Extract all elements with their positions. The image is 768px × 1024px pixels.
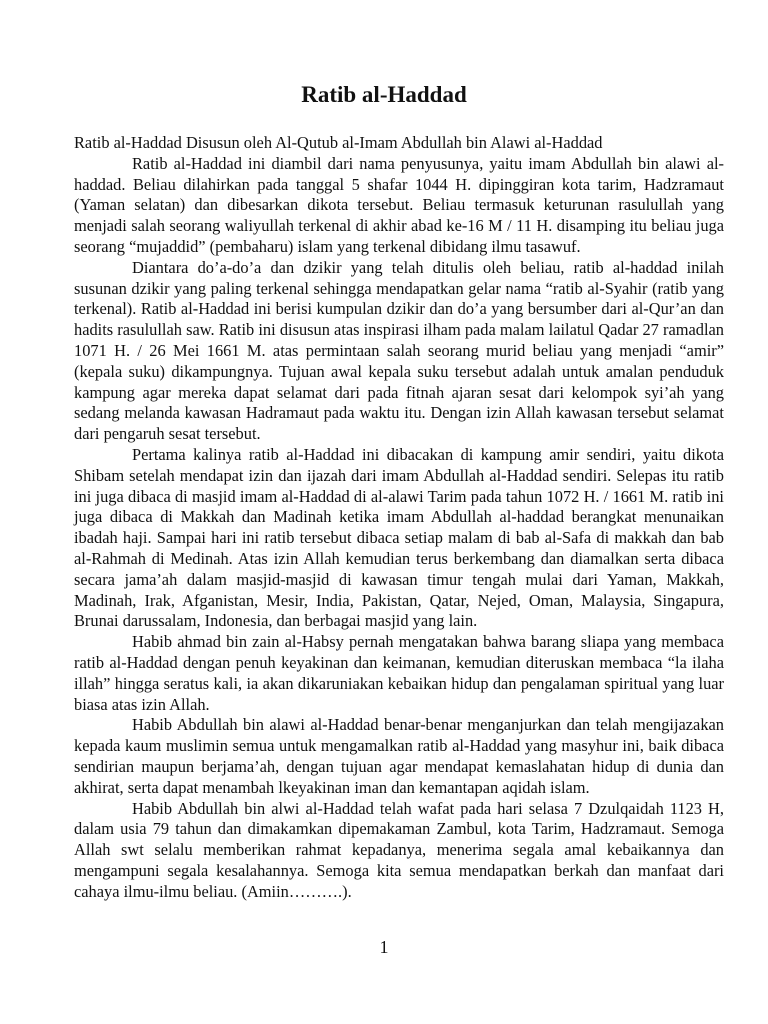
document-body — [74, 133, 724, 902]
paragraph-spread: Pertama kalinya ratib al-Haddad ini dibacakan di kampung amir sendiri, yaitu dikota Shibam setelah mendapat izin dan ijazah dari imam Abdullah al-Haddad sendiri. Selepas itu ratib ini juga dibaca di masjid imam al-Haddad di al-alawi Tarim pada tahun 1072 H. / 1661 M. ratib ini juga dibaca di Makkah dan Madinah ketika imam Abdullah al-haddad berangkat menunaikan ibadah haji. Sampai hari ini ratib tersebut dibaca setiap malam di bab al-Safa di makkah dan bab al-Rahmah di Medinah. Atas izin Allah kemudian terus berkembang dan diamalkan serta dibaca secara jama’ah dalam masjid-masjid di kawasan timur tengah mulai dari Yaman, Makkah, Madinah, Irak, Afganistan, Mesir, India, Pakistan, Qatar, Nejed, Oman, Malaysia, Singapura, Brunai darussalam, Indonesia, dan berbagai masjid yang lain. — [74, 444, 724, 631]
paragraph-origin: Ratib al-Haddad ini diambil dari nama penyusunya, yaitu imam Abdullah bin alawi al-haddad. Beliau dilahirkan pada tanggal 5 shafar 1044 H. dipinggiran kota tarim, Hadzramaut (Yaman selatan) dan dibesarkan dikota tersebut. Beliau termasuk keturunan rasulullah yang menjadi salah seorang waliyullah terkenal di akhir abad ke-16 M / 11 H. disamping itu beliau juga seorang “mujaddid” (pembaharu) islam yang terkenal dibidang ilmu tasawuf. — [74, 153, 724, 256]
paragraph-composition: Diantara do’a-do’a dan dzikir yang telah ditulis oleh beliau, ratib al-haddad inilah susunan dzikir yang paling terkenal sehingga mendapatkan gelar nama “ratib al-Syahir (ratib yang terkenal). Ratib al-Haddad ini berisi kumpulan dzikir dan do’a yang bersumber dari al-Qur’an dan hadits rasulullah saw. Ratib ini disusun atas inspirasi ilham pada malam lailatul Qadar 27 ramadlan 1071 H. / 26 Mei 1661 M. atas permintaan salah seorang murid beliau yang menjadi “amir” (kepala suku) dikampungnya. Tujuan awal kepala suku tersebut adalah untuk amalan penduduk kampung agar mereka dapat selamat dari pada fitnah ajaran sesat dari kelompok syi’ah yang sedang melanda kawasan Hadramaut pada waktu itu. Dengan izin Allah kawasan tersebut selamat dari pengaruh sesat tersebut. — [74, 257, 724, 444]
paragraph-virtue: Habib ahmad bin zain al-Habsy pernah mengatakan bahwa barang sliapa yang membaca ratib al-Haddad dengan penuh keyakinan dan keimanan, kemudian diteruskan membaca “la ilaha illah” hingga seratus kali, ia akan dikaruniakan kebaikan hidup dan pengalaman spiritual yang luar biasa atas izin Allah. — [74, 632, 724, 714]
paragraph-recommendation: Habib Abdullah bin alawi al-Haddad benar-benar menganjurkan dan telah mengijazakan kepada kaum muslimin semua untuk mengamalkan ratib al-Haddad yang masyhur ini, baik dibaca sendirian maupun berjama’ah, dengan tujuan agar mendapat kemaslahatan hidup di dunia dan akhirat, serta dapat menambah lkeyakinan iman dan kemantapan aqidah islam. — [74, 715, 724, 797]
intro-line: Ratib al-Haddad Disusun oleh Al-Qutub al-Imam Abdullah bin Alawi al-Haddad — [74, 133, 603, 152]
page-number: 1 — [379, 937, 389, 957]
paragraph-death: Habib Abdullah bin alwi al-Haddad telah wafat pada hari selasa 7 Dzulqaidah 1123 H, dalam usia 79 tahun dan dimakamkan dipemakaman Zambul, kota Tarim, Hadzramaut. Semoga Allah swt selalu memberikan rahmat kepadanya, menerima segala amal kebaikannya dan mengampuni segala kesalahannya. Semoga kita semua mendapatkan berkah dan manfaat dari cahaya ilmu-ilmu beliau. (Amiin……….). — [74, 798, 724, 901]
document-title: Ratib al-Haddad — [301, 82, 467, 107]
